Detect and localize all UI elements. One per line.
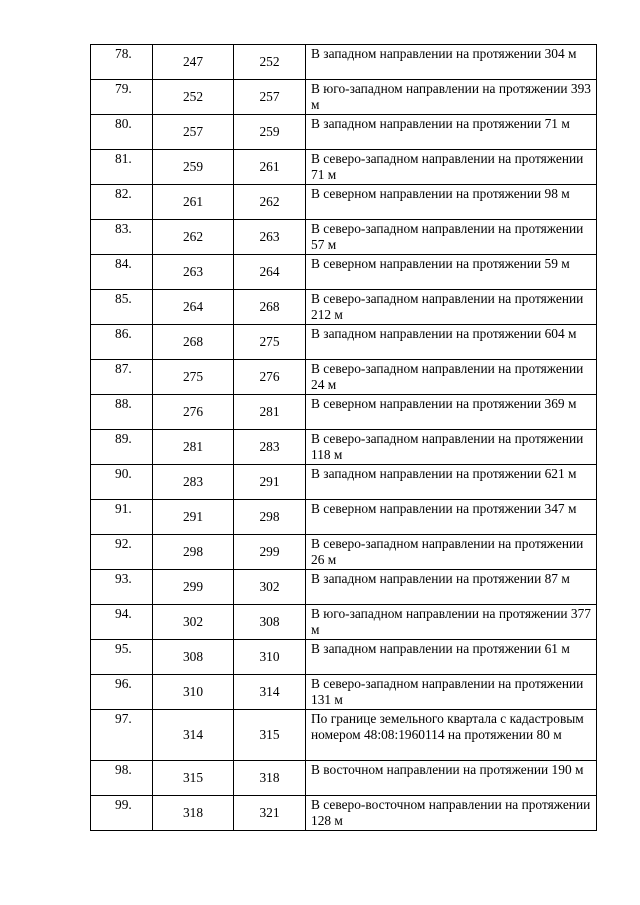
segment-description: В северо-западном направлении на протяжении 57 м [306,220,597,255]
point-to: 310 [234,640,306,675]
point-from: 281 [153,430,234,465]
segment-description: В северо-западном направлении на протяжении 131 м [306,675,597,710]
table-row [91,325,597,360]
point-from: 262 [153,220,234,255]
point-to: 318 [234,761,306,796]
point-to: 321 [234,796,306,831]
point-to: 262 [234,185,306,220]
segment-description: По границе земельного квартала с кадастровым номером 48:08:1960114 на протяжении 80 м [306,710,597,761]
row-number: 85. [91,290,153,325]
point-to: 281 [234,395,306,430]
point-from: 291 [153,500,234,535]
row-number: 88. [91,395,153,430]
row-number: 93. [91,570,153,605]
row-number: 98. [91,761,153,796]
point-to: 275 [234,325,306,360]
point-from: 261 [153,185,234,220]
point-from: 315 [153,761,234,796]
row-number: 86. [91,325,153,360]
point-to: 252 [234,45,306,80]
segment-description: В северном направлении на протяжении 59 м [306,255,597,290]
point-from: 299 [153,570,234,605]
point-to: 291 [234,465,306,500]
table-row [91,45,597,80]
row-number: 81. [91,150,153,185]
point-from: 302 [153,605,234,640]
segment-description: В западном направлении на протяжении 61 м [306,640,597,675]
row-number: 92. [91,535,153,570]
point-to: 261 [234,150,306,185]
point-from: 247 [153,45,234,80]
row-number: 78. [91,45,153,80]
segment-description: В юго-западном направлении на протяжении 393 м [306,80,597,115]
segment-description: В северо-западном направлении на протяжении 24 м [306,360,597,395]
segment-description: В западном направлении на протяжении 304 м [306,45,597,80]
table-row [91,185,597,220]
row-number: 84. [91,255,153,290]
segment-description: В северном направлении на протяжении 98 м [306,185,597,220]
point-to: 299 [234,535,306,570]
table-row [91,761,597,796]
row-number: 97. [91,710,153,761]
row-number: 91. [91,500,153,535]
table-row [91,395,597,430]
point-from: 283 [153,465,234,500]
point-from: 263 [153,255,234,290]
point-from: 259 [153,150,234,185]
table-row [91,290,597,325]
table-row [91,115,597,150]
point-from: 264 [153,290,234,325]
point-to: 268 [234,290,306,325]
point-to: 308 [234,605,306,640]
table-row [91,220,597,255]
row-number: 96. [91,675,153,710]
point-to: 263 [234,220,306,255]
point-to: 264 [234,255,306,290]
point-from: 268 [153,325,234,360]
segment-description: В западном направлении на протяжении 621 м [306,465,597,500]
segment-description: В восточном направлении на протяжении 190 м [306,761,597,796]
point-to: 298 [234,500,306,535]
table-row [91,605,597,640]
point-to: 315 [234,710,306,761]
point-from: 298 [153,535,234,570]
row-number: 79. [91,80,153,115]
point-to: 276 [234,360,306,395]
point-from: 257 [153,115,234,150]
table-row [91,675,597,710]
point-to: 257 [234,80,306,115]
table-row [91,465,597,500]
segment-description: В юго-западном направлении на протяжении 377 м [306,605,597,640]
table-row [91,360,597,395]
row-number: 95. [91,640,153,675]
segment-description: В северо-западном направлении на протяжении 212 м [306,290,597,325]
row-number: 89. [91,430,153,465]
segment-description: В западном направлении на протяжении 87 м [306,570,597,605]
table-row [91,535,597,570]
point-to: 314 [234,675,306,710]
point-from: 308 [153,640,234,675]
segment-description: В северо-восточном направлении на протяжении 128 м [306,796,597,831]
table-row [91,570,597,605]
point-to: 302 [234,570,306,605]
table-row [91,640,597,675]
segment-description: В западном направлении на протяжении 71 м [306,115,597,150]
table-row [91,255,597,290]
point-to: 259 [234,115,306,150]
table-row [91,710,597,761]
row-number: 99. [91,796,153,831]
point-from: 310 [153,675,234,710]
table-row [91,796,597,831]
segment-description: В западном направлении на протяжении 604 м [306,325,597,360]
row-number: 94. [91,605,153,640]
point-from: 314 [153,710,234,761]
table-row [91,500,597,535]
row-number: 82. [91,185,153,220]
row-number: 83. [91,220,153,255]
point-from: 275 [153,360,234,395]
table-row [91,150,597,185]
point-from: 252 [153,80,234,115]
boundary-points-table [90,44,597,831]
segment-description: В северо-западном направлении на протяжении 118 м [306,430,597,465]
table-row [91,430,597,465]
point-from: 276 [153,395,234,430]
segment-description: В северном направлении на протяжении 347 м [306,500,597,535]
table-row [91,80,597,115]
point-to: 283 [234,430,306,465]
segment-description: В северном направлении на протяжении 369 м [306,395,597,430]
segment-description: В северо-западном направлении на протяжении 71 м [306,150,597,185]
point-from: 318 [153,796,234,831]
segment-description: В северо-западном направлении на протяжении 26 м [306,535,597,570]
row-number: 90. [91,465,153,500]
row-number: 87. [91,360,153,395]
row-number: 80. [91,115,153,150]
